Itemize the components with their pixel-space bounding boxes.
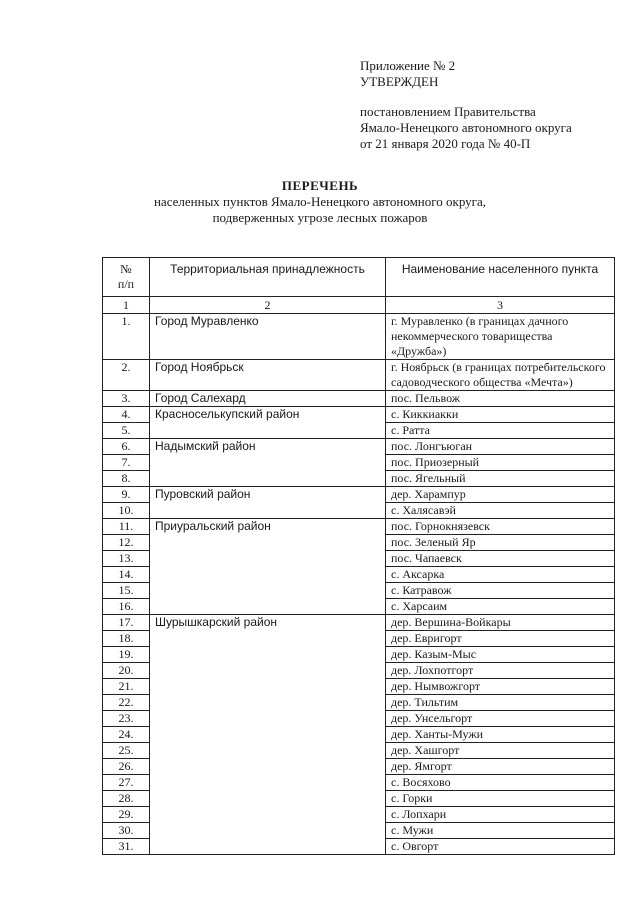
row-number: 20. [103,663,150,679]
government-line: Ямало-Ненецкого автономного округа [360,120,572,135]
spacer [360,90,572,104]
row-number: 14. [103,567,150,583]
resolution-line: постановлением Правительства [360,104,536,119]
settlement-name-cell: с. Халясавэй [386,503,615,519]
table-row [103,519,615,535]
table-header-row [103,258,615,297]
column-number: 2 [150,297,386,314]
settlement-name-cell: с. Ратта [386,423,615,439]
row-number: 9. [103,487,150,503]
settlement-name-cell: с. Восяхово [386,775,615,791]
settlement-name-cell: дер. Вершина-Войкары [386,615,615,631]
row-number: 22. [103,695,150,711]
settlement-name-cell: дер. Ямгорт [386,759,615,775]
settlements-table [102,257,615,855]
settlement-name-cell: с. Лопхари [386,807,615,823]
table-row [103,487,615,503]
settlement-name-cell: пос. Ягельный [386,471,615,487]
row-number: 7. [103,455,150,471]
row-number: 25. [103,743,150,759]
territory-cell: Город Ноябрьск [150,360,386,391]
row-number: 2. [103,360,150,391]
settlement-name-cell: с. Горки [386,791,615,807]
table-body [103,314,615,855]
row-number: 23. [103,711,150,727]
row-number: 24. [103,727,150,743]
settlement-name-cell: пос. Зеленый Яр [386,535,615,551]
row-number: 10. [103,503,150,519]
row-number: 5. [103,423,150,439]
column-numbering-row [103,297,615,314]
row-number: 30. [103,823,150,839]
row-number: 26. [103,759,150,775]
document-title: ПЕРЕЧЕНЬ [281,178,359,193]
territory-cell: Город Муравленко [150,314,386,360]
settlement-name-cell: пос. Пельвож [386,391,615,407]
settlement-name-cell: с. Катравож [386,583,615,599]
approval-block [360,58,572,152]
row-number: 19. [103,647,150,663]
settlement-name-cell: дер. Тильтим [386,695,615,711]
column-number: 3 [386,297,615,314]
row-number: 6. [103,439,150,455]
settlement-name-cell: дер. Нымвожгорт [386,679,615,695]
number-header-abbrev: п/п [117,277,135,291]
row-number: 8. [103,471,150,487]
table-row [103,360,615,391]
settlement-name-cell: дер. Ханты-Мужи [386,727,615,743]
settlement-name-cell: с. Аксарка [386,567,615,583]
document-subtitle-2: подверженных угрозе лесных пожаров [212,210,428,225]
row-number: 21. [103,679,150,695]
settlement-name-cell: дер. Унсельгорт [386,711,615,727]
column-number: 1 [103,297,150,314]
settlement-name-cell: с. Мужи [386,823,615,839]
table-row [103,439,615,455]
approved-label: УТВЕРЖДЕН [360,74,439,89]
row-number: 28. [103,791,150,807]
row-number: 29. [103,807,150,823]
settlement-name-cell: с. Овгорт [386,839,615,855]
settlement-name-cell: пос. Приозерный [386,455,615,471]
territory-cell: Шурышкарский район [150,615,386,855]
appendix-number: Приложение № 2 [360,58,456,73]
settlement-name-cell: с. Харсаим [386,599,615,615]
row-number: 1. [103,314,150,360]
settlement-name-cell: дер. Харампур [386,487,615,503]
row-number: 3. [103,391,150,407]
settlement-name-cell: пос. Лонгъюган [386,439,615,455]
settlement-name-cell: с. Киккиакки [386,407,615,423]
row-number: 18. [103,631,150,647]
row-number: 27. [103,775,150,791]
settlement-name-cell: г. Ноябрьск (в границах потребительского садоводческого общества «Мечта») [386,360,615,391]
territory-cell: Город Салехард [150,391,386,407]
document-heading [0,178,640,226]
number-column-header [103,258,150,297]
row-number: 16. [103,599,150,615]
table-row [103,314,615,360]
resolution-date: от 21 января 2020 года № 40-П [360,136,531,151]
number-header-symbol: № [120,262,132,276]
row-number: 12. [103,535,150,551]
row-number: 15. [103,583,150,599]
row-number: 11. [103,519,150,535]
territory-cell: Приуральский район [150,519,386,615]
table-row [103,391,615,407]
settlement-name-cell: дер. Евригорт [386,631,615,647]
row-number: 4. [103,407,150,423]
territory-cell: Пуровский район [150,487,386,519]
row-number: 13. [103,551,150,567]
settlement-column-header: Наименование населенного пункта [386,258,615,297]
table-row [103,407,615,423]
row-number: 17. [103,615,150,631]
settlement-name-cell: дер. Хашгорт [386,743,615,759]
territory-cell: Красноселькупский район [150,407,386,439]
settlement-name-cell: пос. Чапаевск [386,551,615,567]
settlement-name-cell: дер. Лохпотгорт [386,663,615,679]
territory-cell: Надымский район [150,439,386,487]
settlement-name-cell: г. Муравленко (в границах дачного некоммерческого товарищества «Дружба») [386,314,615,360]
settlement-name-cell: пос. Горнокнязевск [386,519,615,535]
territory-column-header: Территориальная принадлежность [150,258,386,297]
document-subtitle-1: населенных пунктов Ямало-Ненецкого автономного округа, [153,194,487,209]
table-row [103,615,615,631]
row-number: 31. [103,839,150,855]
settlement-name-cell: дер. Казым-Мыс [386,647,615,663]
